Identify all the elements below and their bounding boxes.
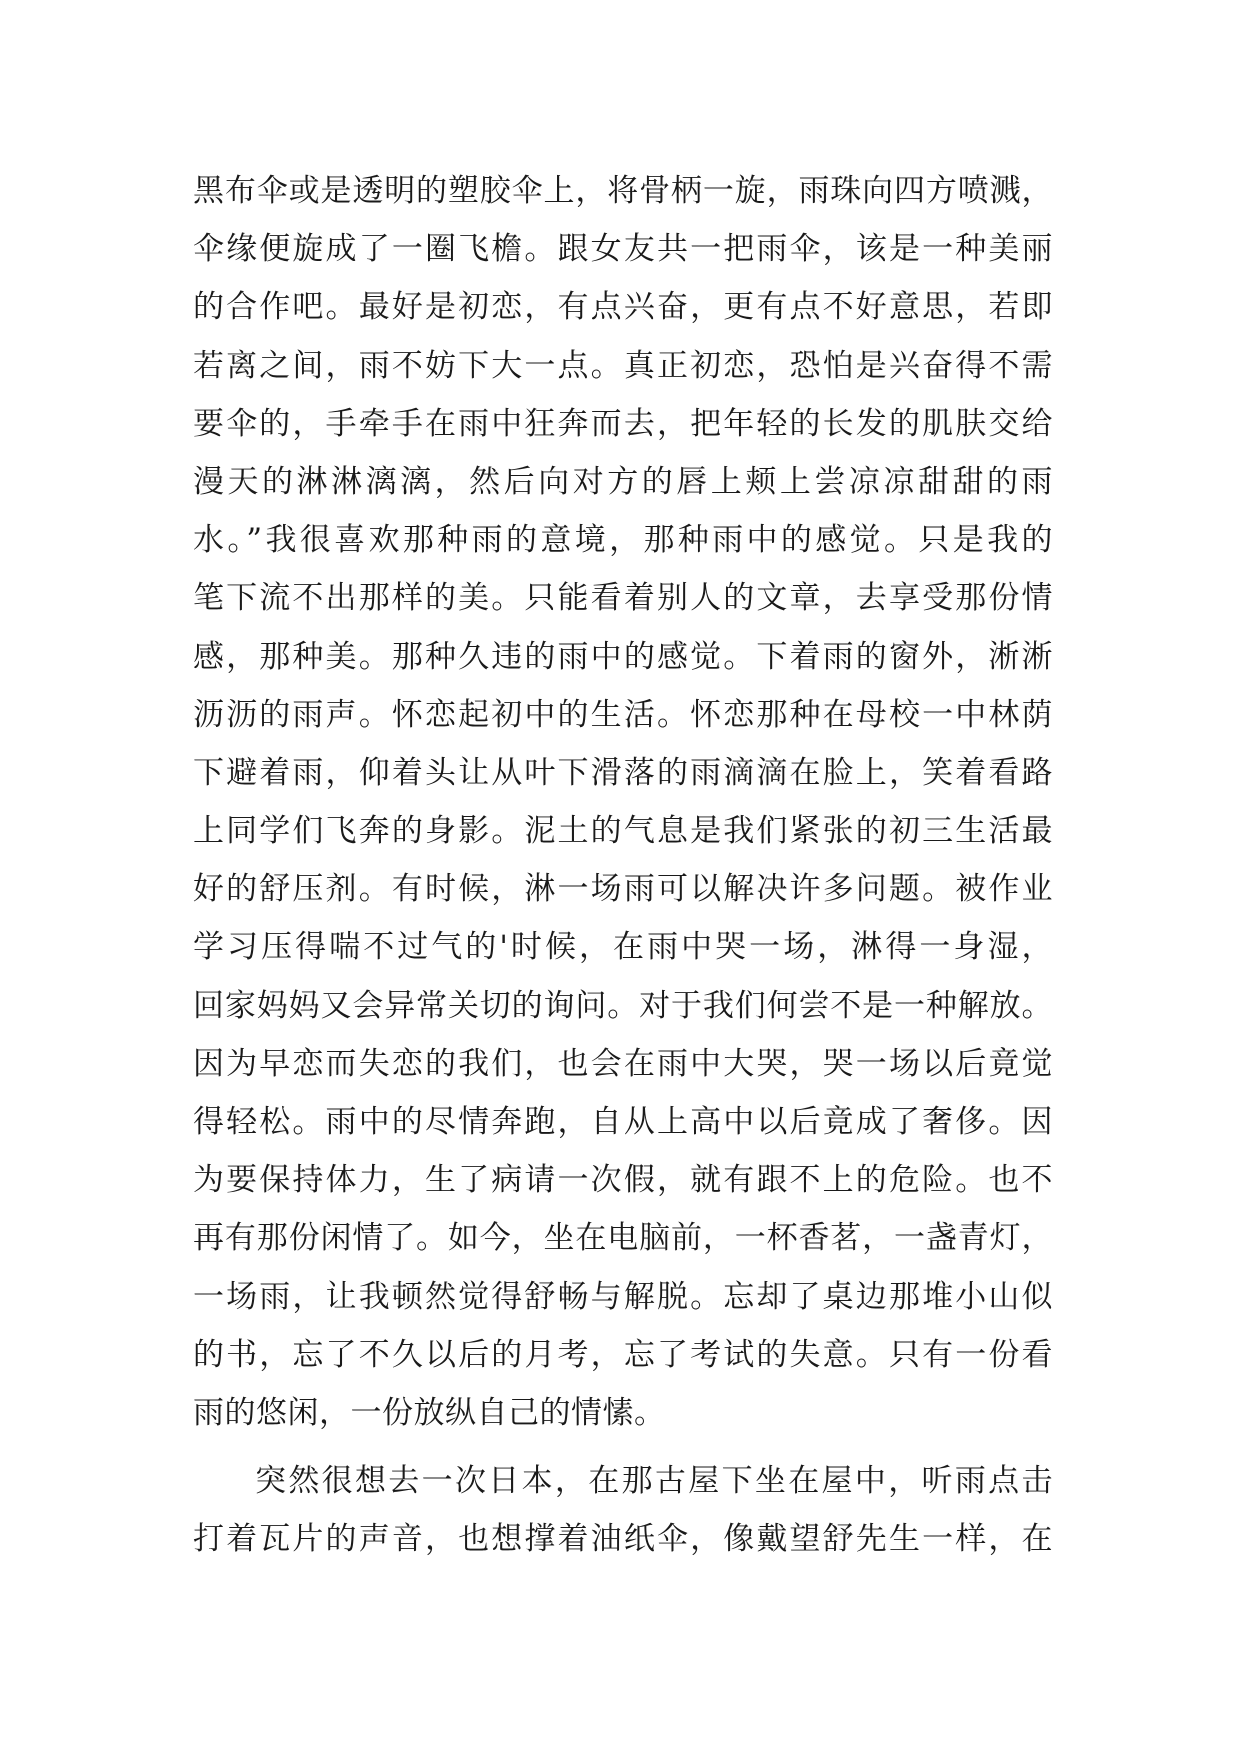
text-line: 伞缘便旋成了一圈飞檐。跟女友共一把雨伞，该是一种美丽 <box>193 231 1053 268</box>
text-line: 黑布伞或是透明的塑胶伞上，将骨柄一旋，雨珠向四方喷溅， <box>193 173 1053 209</box>
text-line: 好的舒压剂。有时候，淋一场雨可以解决许多问题。被作业 <box>193 871 1053 908</box>
text-line: 得轻松。雨中的尽情奔跑，自从上高中以后竟成了奢侈。因 <box>193 1104 1053 1140</box>
text-line: 一场雨，让我顿然觉得舒畅与解脱。忘却了桌边那堆小山似 <box>193 1278 1053 1315</box>
text-line: 沥沥的雨声。怀恋起初中的生活。怀恋那种在母校一中林荫 <box>193 696 1053 733</box>
text-line: 回家妈妈又会异常关切的询问。对于我们何尝不是一种解放。 <box>193 987 1053 1024</box>
text-line: 若离之间，雨不妨下大一点。真正初恋，恐怕是兴奋得不需 <box>193 347 1053 384</box>
text-line: 的书，忘了不久以后的月考，忘了考试的失意。只有一份看 <box>193 1336 1053 1373</box>
paragraph-2 <box>193 1452 1053 1568</box>
text-line: 水。”我很喜欢那种雨的意境，那种雨中的感觉。只是我的 <box>193 522 1053 559</box>
text-line: 学习压得喘不过气的'时候，在雨中哭一场，淋得一身湿， <box>193 929 1053 966</box>
paragraph-1 <box>193 162 1053 1442</box>
text-line: 打着瓦片的声音，也想撑着油纸伞，像戴望舒先生一样，在 <box>193 1521 1053 1558</box>
text-line: 笔下流不出那样的美。只能看着别人的文章，去享受那份情 <box>193 580 1053 617</box>
text-line: 要伞的，手牵手在雨中狂奔而去，把年轻的长发的肌肤交给 <box>193 405 1053 442</box>
text-line: 再有那份闲情了。如今，坐在电脑前，一杯香茗，一盏青灯， <box>193 1220 1053 1257</box>
text-line: 感，那种美。那种久违的雨中的感觉。下着雨的窗外，淅淅 <box>193 638 1053 675</box>
text-line: 雨的悠闲，一份放纵自己的情愫。 <box>193 1394 666 1431</box>
text-line: 的合作吧。最好是初恋，有点兴奋，更有点不好意思，若即 <box>193 289 1053 326</box>
text-line: 因为早恋而失恋的我们，也会在雨中大哭，哭一场以后竟觉 <box>193 1045 1053 1082</box>
body-text <box>193 162 1053 1569</box>
text-line: 为要保持体力，生了病请一次假，就有跟不上的危险。也不 <box>193 1162 1053 1199</box>
text-line: 突然很想去一次日本，在那古屋下坐在屋中，听雨点击 <box>255 1463 1053 1500</box>
paragraph-gap <box>193 1442 1053 1452</box>
text-line: 下避着雨，仰着头让从叶下滑落的雨滴滴在脸上，笑着看路 <box>193 754 1053 791</box>
text-line: 上同学们飞奔的身影。泥土的气息是我们紧张的初三生活最 <box>193 813 1053 850</box>
text-line: 漫天的淋淋漓漓，然后向对方的唇上颊上尝凉凉甜甜的雨 <box>193 463 1053 500</box>
